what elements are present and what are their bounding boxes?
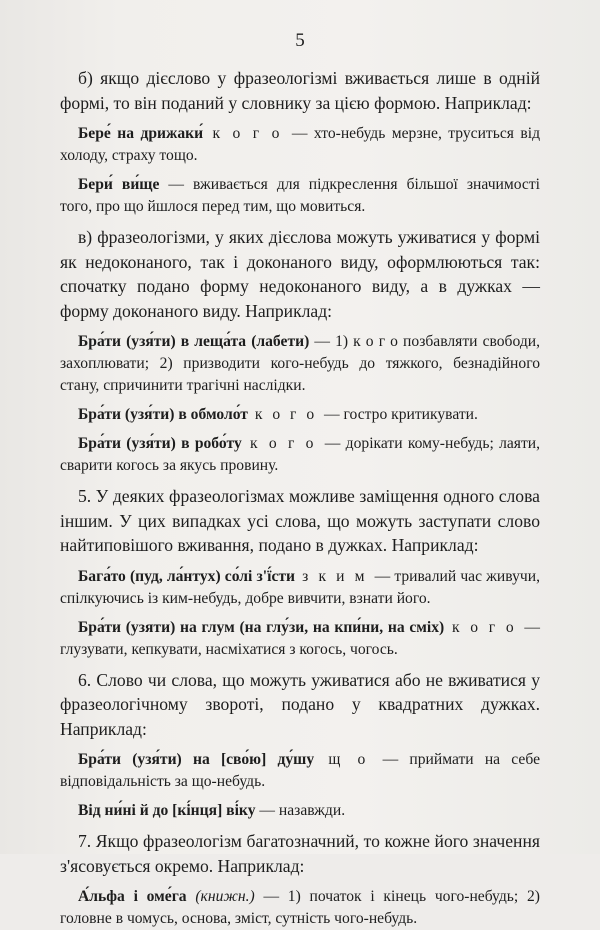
headword: Бра́ти (узя́ти) в обмоло́т [78, 406, 248, 423]
headword: Бага́то (пуд, ла́нтух) со́лі з'ї́сти [78, 567, 296, 585]
spaced-pronoun: з к и м [295, 567, 375, 585]
definition: — вживається для підкреслення більшої значимості того, про що йшлося перед тим, що мовиться. [60, 176, 541, 215]
dictionary-entry [60, 433, 540, 477]
paragraph: 6. Слово чи слова, що можуть уживатися або не вживатися у фразеологічному звороті, подано у квадратних дужках. Наприклад: [60, 669, 540, 739]
paragraph: б) якщо дієслово у фразеологізмі вживається лише в одній формі, то він поданий у словнику за цією формою. Наприклад: [60, 68, 540, 113]
headword: Від ни́ні й до [кі́нця] ві́ку [78, 802, 256, 819]
dictionary-entry [60, 617, 540, 661]
definition: — гостро критикувати. [324, 406, 478, 423]
dictionary-entry [60, 886, 540, 930]
paragraph: в) фразеологізми, у яких дієслова можуть уживатися у формі як недоконаного, так і доконаного виду, оформлюються так: спочатку подано форму недоконаного виду, а в дужках — форму доконаного виду. Наприклад: [60, 227, 540, 321]
definition: — назавжди. [255, 802, 346, 819]
headword: А́льфа і оме́га [78, 888, 187, 905]
definition: — хто-небудь мерзне, труситься від холоду, страху тощо. [60, 125, 541, 164]
page-number: 5 [295, 30, 305, 51]
definition: — тривалий час живучи, спілкуючись із ким-небудь, добре вивчити, взнати його. [60, 567, 540, 607]
headword: Бра́ти (узя́ти) в леща́та (лабети) [78, 333, 310, 350]
headword: Бра́ти (узя́ти) на [сво́ю] ду́шу [78, 751, 315, 768]
definition: — 1) початок і кінець чого-небудь; 2) головне в чомусь, основа, зміст, сутність чого-небудь. [60, 888, 540, 927]
headword: Бра́ти (узя́ти) в робо́ту [78, 435, 242, 452]
definition: — 1) к о г о позбавляти свободи, захоплювати; 2) призводити кого-небудь до тяжкого, безнадійного стану, спричинити трагічні наслідки. [60, 333, 541, 394]
spaced-pronoun: к о г о [241, 435, 325, 452]
spaced-pronoun: щ о [314, 751, 383, 768]
spaced-pronoun: к о г о [247, 406, 325, 423]
definition: — глузувати, кепкувати, насміхатися з когось, чогось. [60, 618, 540, 658]
headword: Бере́ на дрижаки́ [78, 125, 204, 142]
style-label: (книжн.) [186, 888, 264, 905]
paragraph: 7. Якщо фразеологізм багатозначний, то кожне його значення з'ясовується окремо. Наприклад: [60, 831, 540, 876]
headword: Бра́ти (узяти) на глум (на глу́зи, на кпи́ни, на сміх) [78, 618, 445, 636]
definition: — приймати на себе відповідальність за що-небудь. [60, 751, 540, 790]
definition: — дорікати кому-небудь; лаяти, сварити когось за якусь провину. [60, 435, 540, 474]
dictionary-entry [60, 800, 540, 822]
spaced-pronoun: к о г о [444, 618, 525, 636]
dictionary-entry [60, 331, 540, 397]
dictionary-entry [60, 404, 540, 426]
headword: Бери́ ви́ще [78, 176, 160, 193]
paragraph: 5. У деяких фразеологізмах можливе заміщення одного слова іншим. У цих випадках усі слова, що можуть заступати слово найтиповішого вживання, подано в дужках. Наприклад: [60, 486, 540, 555]
dictionary-entry [60, 123, 540, 167]
dictionary-entry [60, 749, 540, 793]
dictionary-entry [60, 566, 540, 610]
spaced-pronoun: к о г о [203, 125, 292, 142]
dictionary-entry [60, 174, 540, 218]
